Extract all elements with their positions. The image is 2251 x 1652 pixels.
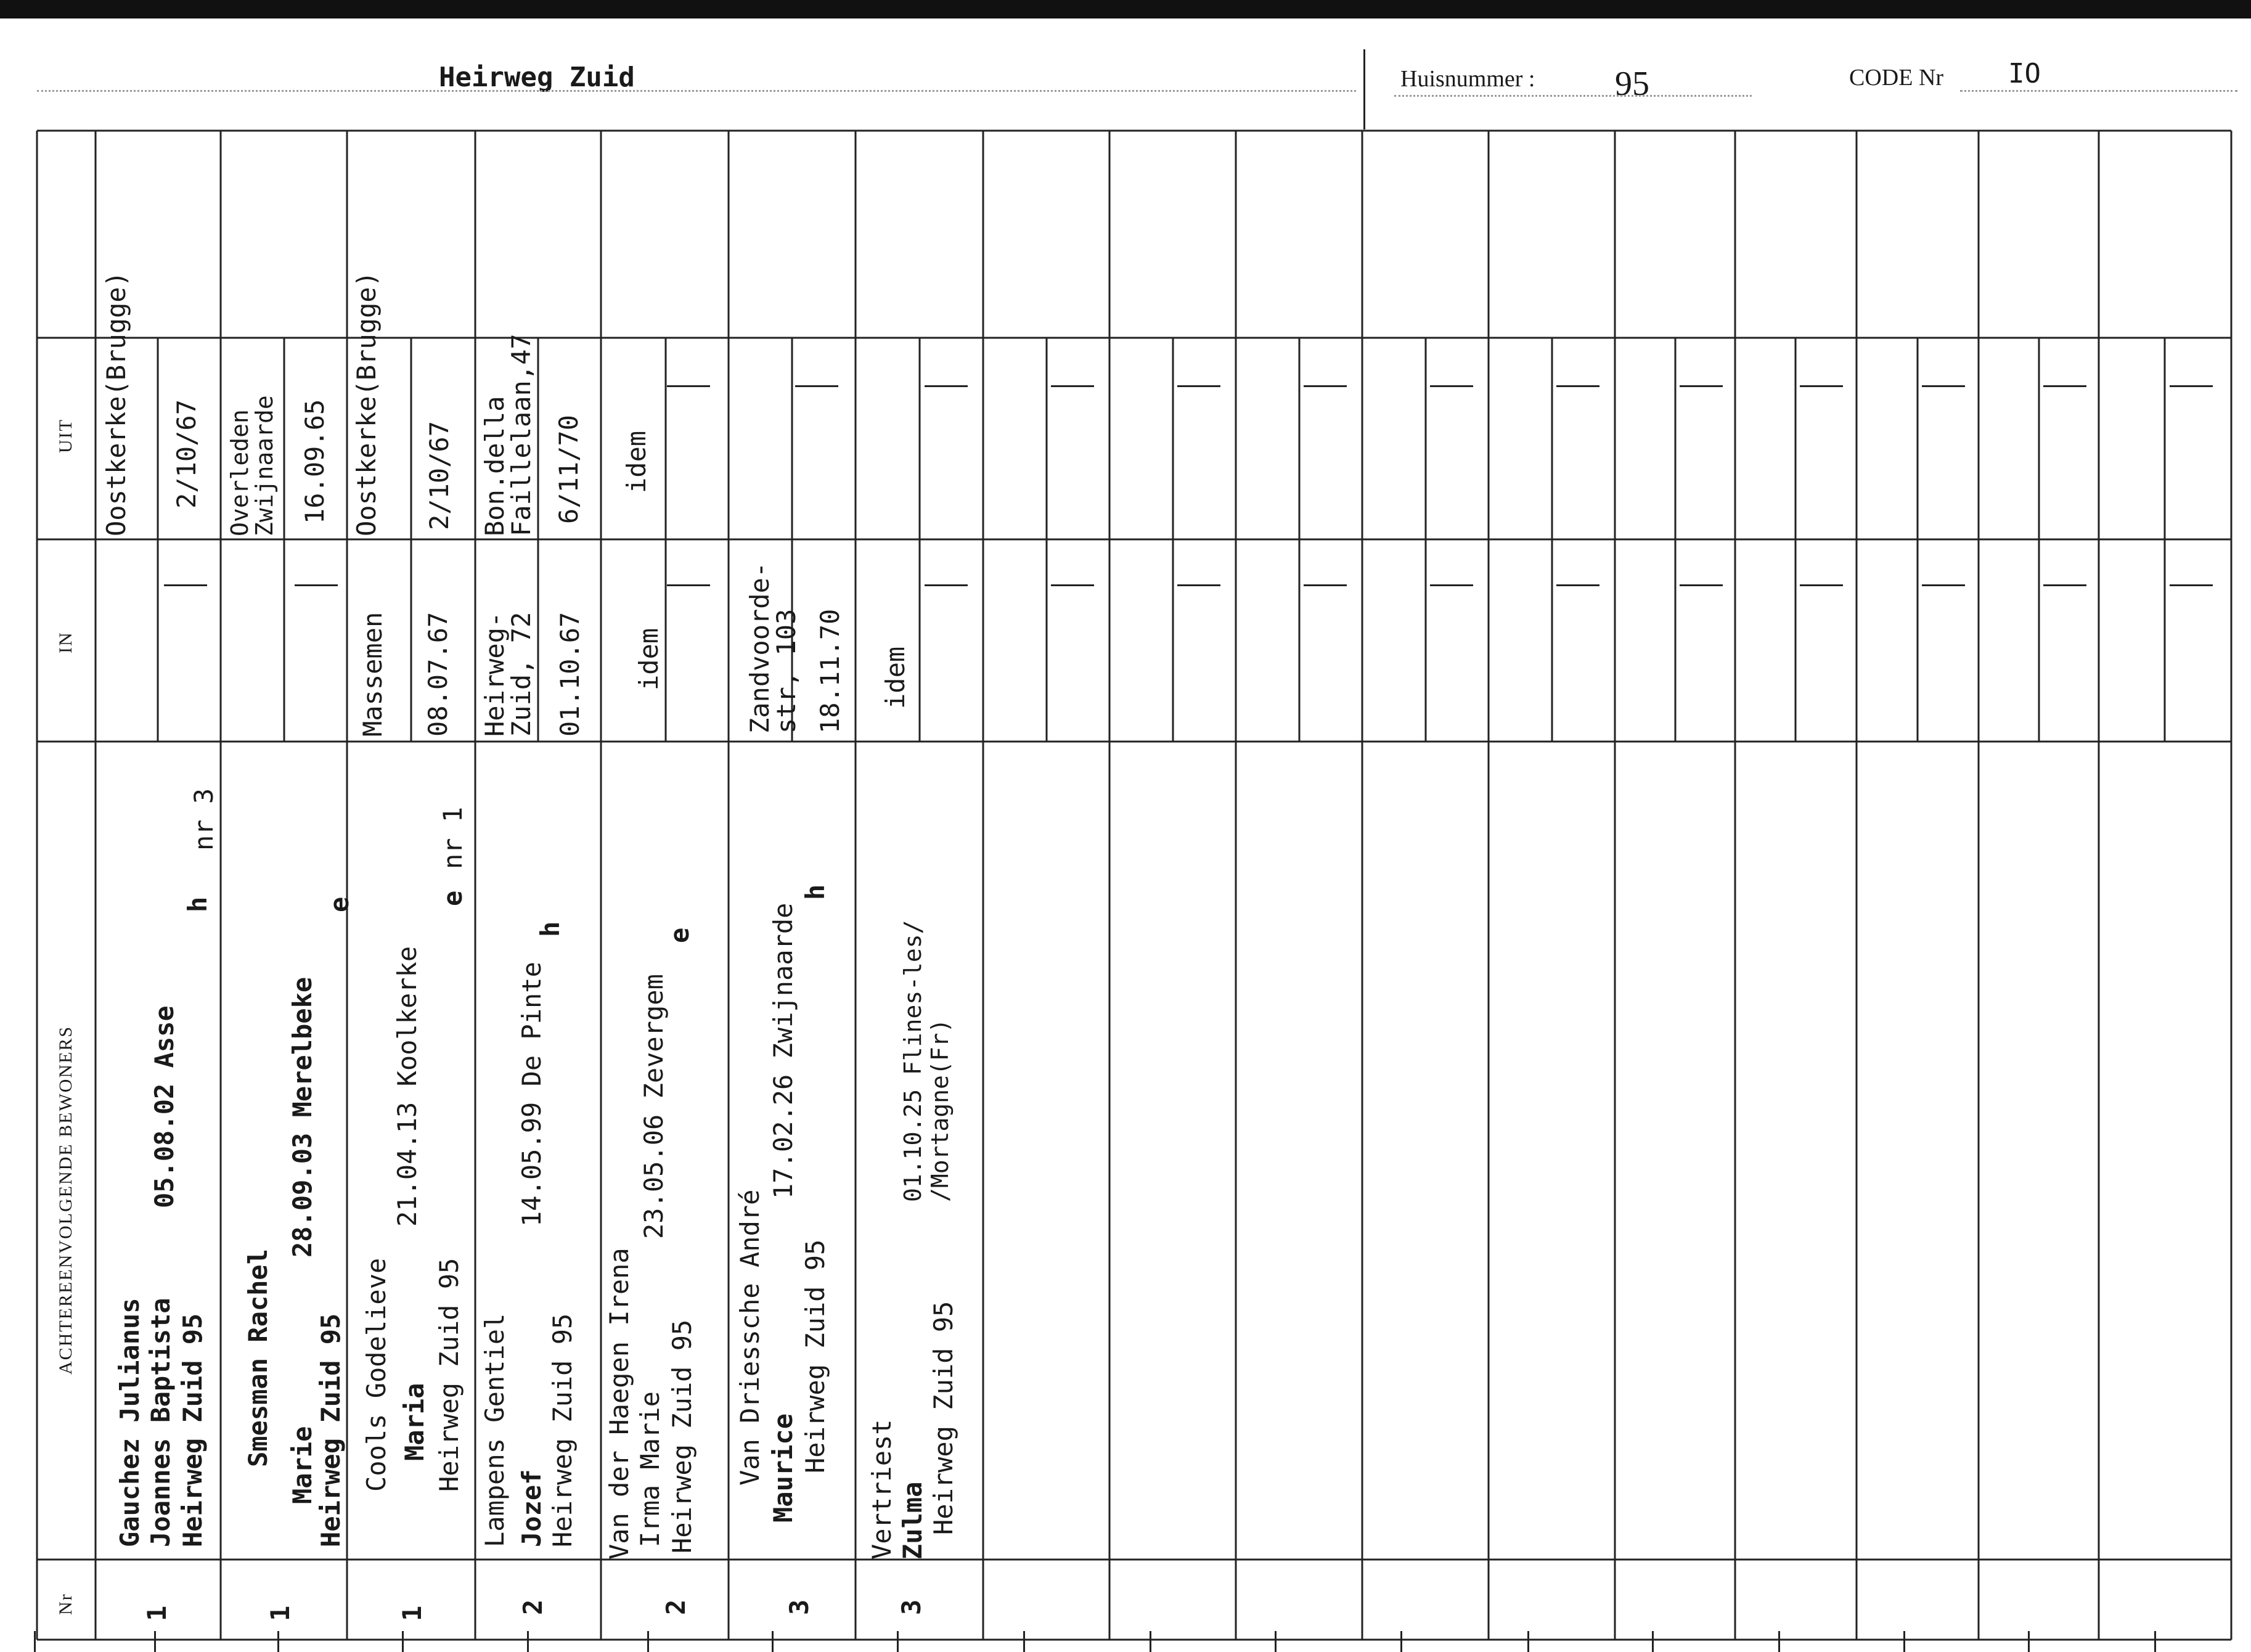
- in-place: Heirweg- Zuid, 72: [480, 611, 536, 737]
- code-label: CODE Nr: [1849, 65, 1944, 91]
- birth-info: 28.09.03 Merelbeke: [287, 976, 317, 1257]
- resident-line-3: Heirweg Zuid 95: [800, 1239, 830, 1473]
- birth-info: 01.10.25 Flines-les/ /Mortagne(Fr): [899, 920, 954, 1202]
- birth-info: 05.08.02 Asse: [149, 1005, 179, 1208]
- household-marker: h: [800, 884, 830, 900]
- uit-place: Oostkerke(Brugge): [101, 271, 131, 536]
- resident-nr: 1: [142, 1605, 172, 1621]
- resident-nr: 2: [518, 1599, 548, 1615]
- uit-date: 16.09.65: [300, 399, 330, 524]
- resident-line-3: Heirweg Zuid 95: [434, 1257, 464, 1492]
- resident-nr: 3: [784, 1599, 814, 1615]
- household-marker: h: [535, 921, 565, 937]
- house-number-label: Huisnummer :: [1400, 66, 1535, 92]
- resident-nr: 2: [661, 1599, 691, 1615]
- resident-nr: 1: [265, 1605, 295, 1621]
- resident-line-3: Heirweg Zuid 95: [316, 1313, 346, 1547]
- in-place: idem: [880, 646, 910, 709]
- resident-line-2: Marie: [287, 1426, 317, 1504]
- in-place: Massemen: [357, 611, 388, 737]
- label-bewoners: ACHTEREENVOLGENDE BEWONERS: [55, 1025, 76, 1375]
- uit-place: Overleden Zwijnaarde: [226, 395, 278, 536]
- street-name: Heirweg Zuid: [439, 62, 635, 93]
- household-marker: e: [438, 890, 468, 906]
- resident-line-2: Maria: [399, 1383, 430, 1461]
- in-date: 08.07.67: [423, 611, 453, 737]
- household-marker: e: [324, 896, 354, 912]
- uit-date: 2/10/67: [171, 399, 202, 509]
- resident-line-2: Jozef: [517, 1469, 547, 1547]
- birth-info: 14.05.99 De Pinte: [517, 962, 547, 1227]
- resident-line-1: Cools Godelieve: [361, 1257, 391, 1492]
- label-in: IN: [55, 631, 76, 653]
- extra-note: nr 1: [438, 806, 468, 869]
- resident-nr: 3: [896, 1599, 926, 1615]
- resident-line-1: Smesman Rachel: [243, 1248, 273, 1467]
- resident-line-2: Zulma: [897, 1481, 928, 1560]
- code-value: IO: [2008, 58, 2041, 89]
- resident-line-2: Joannes Baptista: [145, 1298, 176, 1547]
- label-uit: UIT: [55, 419, 76, 453]
- resident-line-1: Van Driessche André: [735, 1189, 765, 1486]
- uit-place: idem: [621, 430, 652, 493]
- uit-date: 6/11/70: [554, 414, 584, 524]
- birth-info: 23.05.06 Zevergem: [639, 974, 669, 1239]
- house-number-value: 95: [1615, 65, 1649, 103]
- label-nr: Nr: [55, 1593, 76, 1615]
- resident-line-3: Heirweg Zuid 95: [928, 1301, 958, 1535]
- resident-line-3: Heirweg Zuid 95: [547, 1313, 578, 1547]
- birth-info: 21.04.13 Koolkerke: [392, 946, 422, 1227]
- resident-line-1: Gauchez Julianus: [115, 1298, 145, 1547]
- in-place: Zandvoorde- str, 103: [745, 562, 801, 734]
- resident-line-1: Lampens Gentiel: [480, 1313, 510, 1547]
- resident-line-3: Heirweg Zuid 95: [178, 1313, 208, 1547]
- in-date: 01.10.67: [555, 611, 585, 737]
- resident-line-1: Vertriest: [867, 1419, 897, 1560]
- in-place: idem: [634, 628, 664, 690]
- resident-line-1: Van der Haegen Irena: [604, 1248, 634, 1560]
- resident-line-2: Maurice: [768, 1413, 798, 1523]
- uit-date: 2/10/67: [424, 420, 454, 530]
- uit-place: Bon.della Faillelaan,47: [480, 333, 536, 536]
- extra-note: nr 3: [189, 788, 219, 851]
- birth-info: 17.02.26 Zwijnaarde: [768, 902, 798, 1199]
- household-marker: h: [182, 896, 213, 912]
- resident-nr: 1: [397, 1605, 427, 1621]
- resident-line-2: Irma Marie: [635, 1391, 665, 1547]
- in-date: 18.11.70: [815, 608, 845, 734]
- resident-line-3: Heirweg Zuid 95: [667, 1319, 697, 1553]
- uit-place: Oostkerke(Brugge): [351, 271, 382, 536]
- household-marker: e: [664, 927, 695, 943]
